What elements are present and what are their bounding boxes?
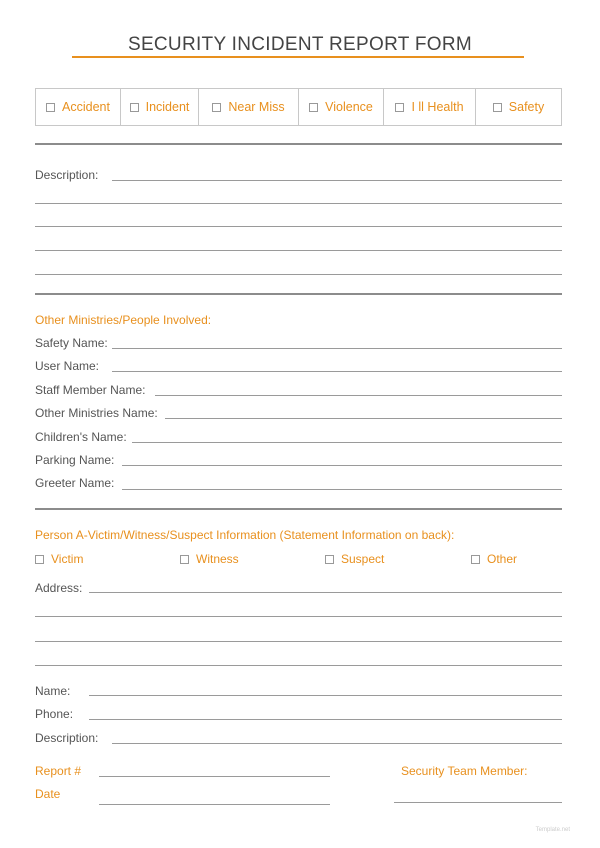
address-label: Address: xyxy=(35,581,83,595)
parking-name-label: Parking Name: xyxy=(35,453,115,467)
section-divider xyxy=(35,143,562,145)
type-label: Near Miss xyxy=(228,100,285,114)
role-option-other[interactable] xyxy=(471,552,517,566)
other-ministries-name-label: Other Ministries Name: xyxy=(35,406,158,420)
date-label: Date xyxy=(35,787,61,801)
person-description-label: Description: xyxy=(35,731,99,745)
involved-heading: Other Ministries/People Involved: xyxy=(35,313,212,327)
type-label: Incident xyxy=(145,100,190,114)
checkbox-icon[interactable] xyxy=(493,103,502,112)
section-divider xyxy=(35,293,562,295)
name-line[interactable] xyxy=(89,695,562,696)
description-label: Description: xyxy=(35,168,99,182)
type-cell-violence[interactable] xyxy=(299,89,384,125)
role-label: Victim xyxy=(51,552,84,566)
safety-name-line[interactable] xyxy=(112,348,562,349)
report-number-line[interactable] xyxy=(99,776,330,777)
checkbox-icon[interactable] xyxy=(35,555,44,564)
checkbox-icon[interactable] xyxy=(395,103,404,112)
team-member-label: Security Team Member: xyxy=(401,764,528,778)
title-underline xyxy=(72,56,524,58)
staff-member-name-line[interactable] xyxy=(155,395,562,396)
person-heading: Person A-Victim/Witness/Suspect Information (Statement Information on back): xyxy=(35,528,455,542)
description-line[interactable] xyxy=(35,250,562,251)
person-description-line[interactable] xyxy=(112,743,562,744)
description-line[interactable] xyxy=(35,226,562,227)
checkbox-icon[interactable] xyxy=(309,103,318,112)
type-cell-near-miss[interactable] xyxy=(199,89,299,125)
type-cell-accident[interactable] xyxy=(36,89,121,125)
description-line[interactable] xyxy=(35,274,562,275)
watermark: Template.net xyxy=(535,827,570,833)
type-label: I ll Health xyxy=(411,100,464,114)
checkbox-icon[interactable] xyxy=(46,103,55,112)
section-divider xyxy=(35,508,562,510)
role-label: Other xyxy=(487,552,518,566)
childrens-name-label: Children's Name: xyxy=(35,430,127,444)
role-option-suspect[interactable] xyxy=(325,552,384,566)
greeter-name-line[interactable] xyxy=(122,489,562,490)
address-line[interactable] xyxy=(35,665,562,666)
role-option-victim[interactable] xyxy=(35,552,83,566)
role-label: Suspect xyxy=(341,552,385,566)
date-line[interactable] xyxy=(99,804,330,805)
address-line[interactable] xyxy=(89,592,562,593)
childrens-name-line[interactable] xyxy=(132,442,562,443)
parking-name-line[interactable] xyxy=(122,465,562,466)
team-member-line[interactable] xyxy=(394,802,562,803)
type-label: Violence xyxy=(325,100,373,114)
address-line[interactable] xyxy=(35,641,562,642)
type-cell-ill-health[interactable] xyxy=(384,89,476,125)
address-line[interactable] xyxy=(35,616,562,617)
description-line[interactable] xyxy=(35,203,562,204)
incident-type-table xyxy=(35,88,562,126)
type-cell-safety[interactable] xyxy=(476,89,561,125)
phone-line[interactable] xyxy=(89,719,562,720)
staff-member-name-label: Staff Member Name: xyxy=(35,383,146,397)
name-label: Name: xyxy=(35,684,71,698)
checkbox-icon[interactable] xyxy=(130,103,139,112)
checkbox-icon[interactable] xyxy=(325,555,334,564)
user-name-label: User Name: xyxy=(35,359,100,373)
phone-label: Phone: xyxy=(35,707,74,721)
checkbox-icon[interactable] xyxy=(180,555,189,564)
description-line[interactable] xyxy=(112,180,562,181)
other-ministries-name-line[interactable] xyxy=(165,418,562,419)
role-option-witness[interactable] xyxy=(180,552,239,566)
checkbox-icon[interactable] xyxy=(212,103,221,112)
form-title: SECURITY INCIDENT REPORT FORM xyxy=(127,34,473,55)
greeter-name-label: Greeter Name: xyxy=(35,476,115,490)
checkbox-icon[interactable] xyxy=(471,555,480,564)
type-cell-incident[interactable] xyxy=(121,89,199,125)
user-name-line[interactable] xyxy=(112,371,562,372)
safety-name-label: Safety Name: xyxy=(35,336,108,350)
report-number-label: Report # xyxy=(35,764,82,778)
type-label: Accident xyxy=(62,100,110,114)
type-label: Safety xyxy=(508,100,545,114)
role-label: Witness xyxy=(196,552,239,566)
